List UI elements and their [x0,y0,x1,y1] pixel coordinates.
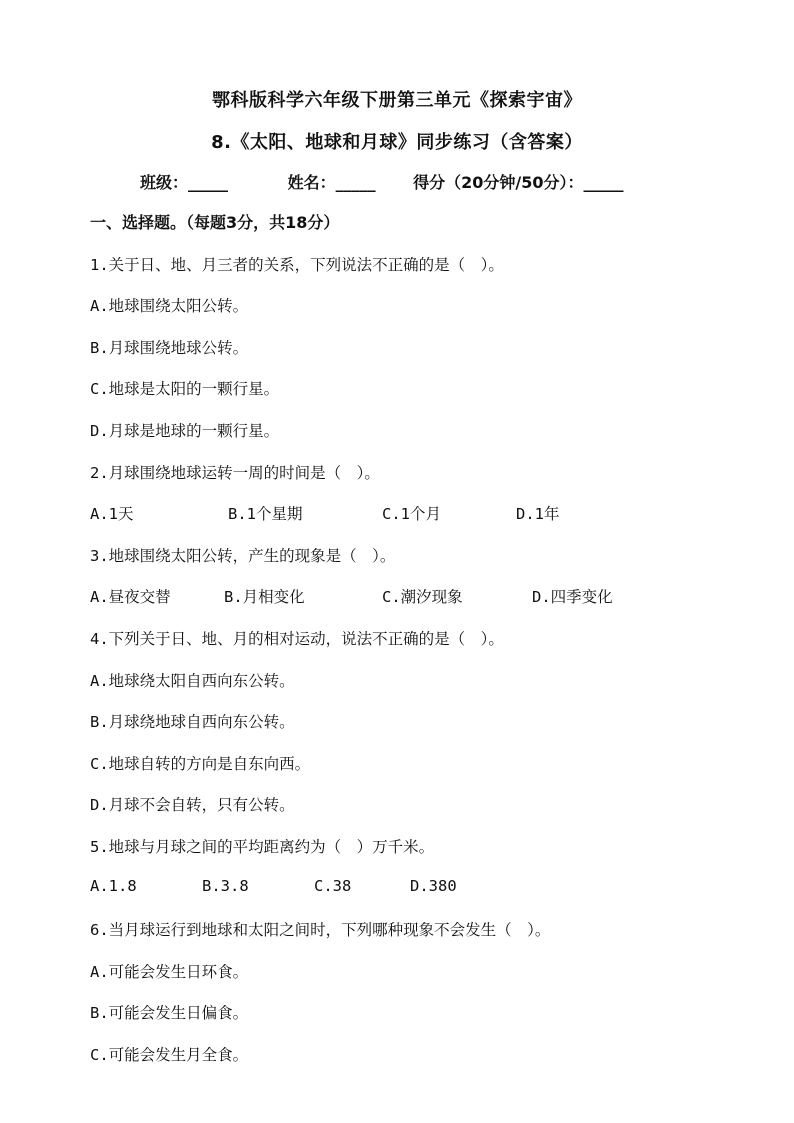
question-6-option-b: B.可能会发生日偏食。 [90,1004,249,1022]
question-1-option-b: B.月球围绕地球公转。 [90,339,249,357]
question-3-stem: 3.地球围绕太阳公转，产生的现象是（ ）。 [90,547,396,565]
question-2-option-a: A.1天 [90,505,134,523]
question-1-stem: 1.关于日、地、月三者的关系，下列说法不正确的是（ ）。 [90,256,504,274]
question-6-option-a: A.可能会发生日环食。 [90,963,249,981]
question-4-option-d: D.月球不会自转，只有公转。 [90,796,295,814]
question-2-option-b: B.1个星期 [228,505,303,523]
question-5-stem: 5.地球与月球之间的平均距离约为（ ）万千米。 [90,838,435,856]
question-5-option-b: B.3.8 [202,877,249,895]
question-3-options [90,585,613,607]
question-1-option-c: C.地球是太阳的一颗行星。 [90,380,280,398]
student-info-row [140,170,680,193]
section-heading: 一、选择题。（每题3分，共18分） [90,213,340,232]
question-2-option-d: D.1年 [516,505,560,523]
document-title: 鄂科版科学六年级下册第三单元《探索宇宙》 [212,90,582,111]
question-5-option-c: C.38 [314,877,352,895]
name-field: 姓名：_____ [287,173,376,192]
question-5-option-d: D.380 [410,877,457,895]
document-subtitle: 8.《太阳、地球和月球》同步练习（含答案） [211,132,583,153]
question-4-option-c: C.地球自转的方向是自东向西。 [90,755,311,773]
question-2-stem: 2.月球围绕地球运转一周的时间是（ ）。 [90,464,380,482]
question-2-options [90,502,560,524]
question-3-option-d: D.四季变化 [532,588,613,606]
question-1-option-d: D.月球是地球的一颗行星。 [90,422,280,440]
question-3-option-b: B.月相变化 [224,588,305,606]
question-4-option-b: B.月球绕地球自西向东公转。 [90,713,295,731]
question-4-stem: 4.下列关于日、地、月的相对运动，说法不正确的是（ ）。 [90,630,504,648]
class-field: 班级：_____ [140,173,229,192]
question-5-option-a: A.1.8 [90,877,137,895]
question-5-options [90,877,457,895]
question-4-option-a: A.地球绕太阳自西向东公转。 [90,672,295,690]
question-2-option-c: C.1个月 [382,505,441,523]
question-3-option-a: A.昼夜交替 [90,588,171,606]
question-1-option-a: A.地球围绕太阳公转。 [90,297,249,315]
question-6-option-c: C.可能会发生月全食。 [90,1046,249,1064]
question-6-stem: 6.当月球运行到地球和太阳之间时，下列哪种现象不会发生（ ）。 [90,921,551,939]
question-3-option-c: C.潮汐现象 [382,588,463,606]
score-field: 得分（20分钟/50分）：_____ [413,173,624,192]
